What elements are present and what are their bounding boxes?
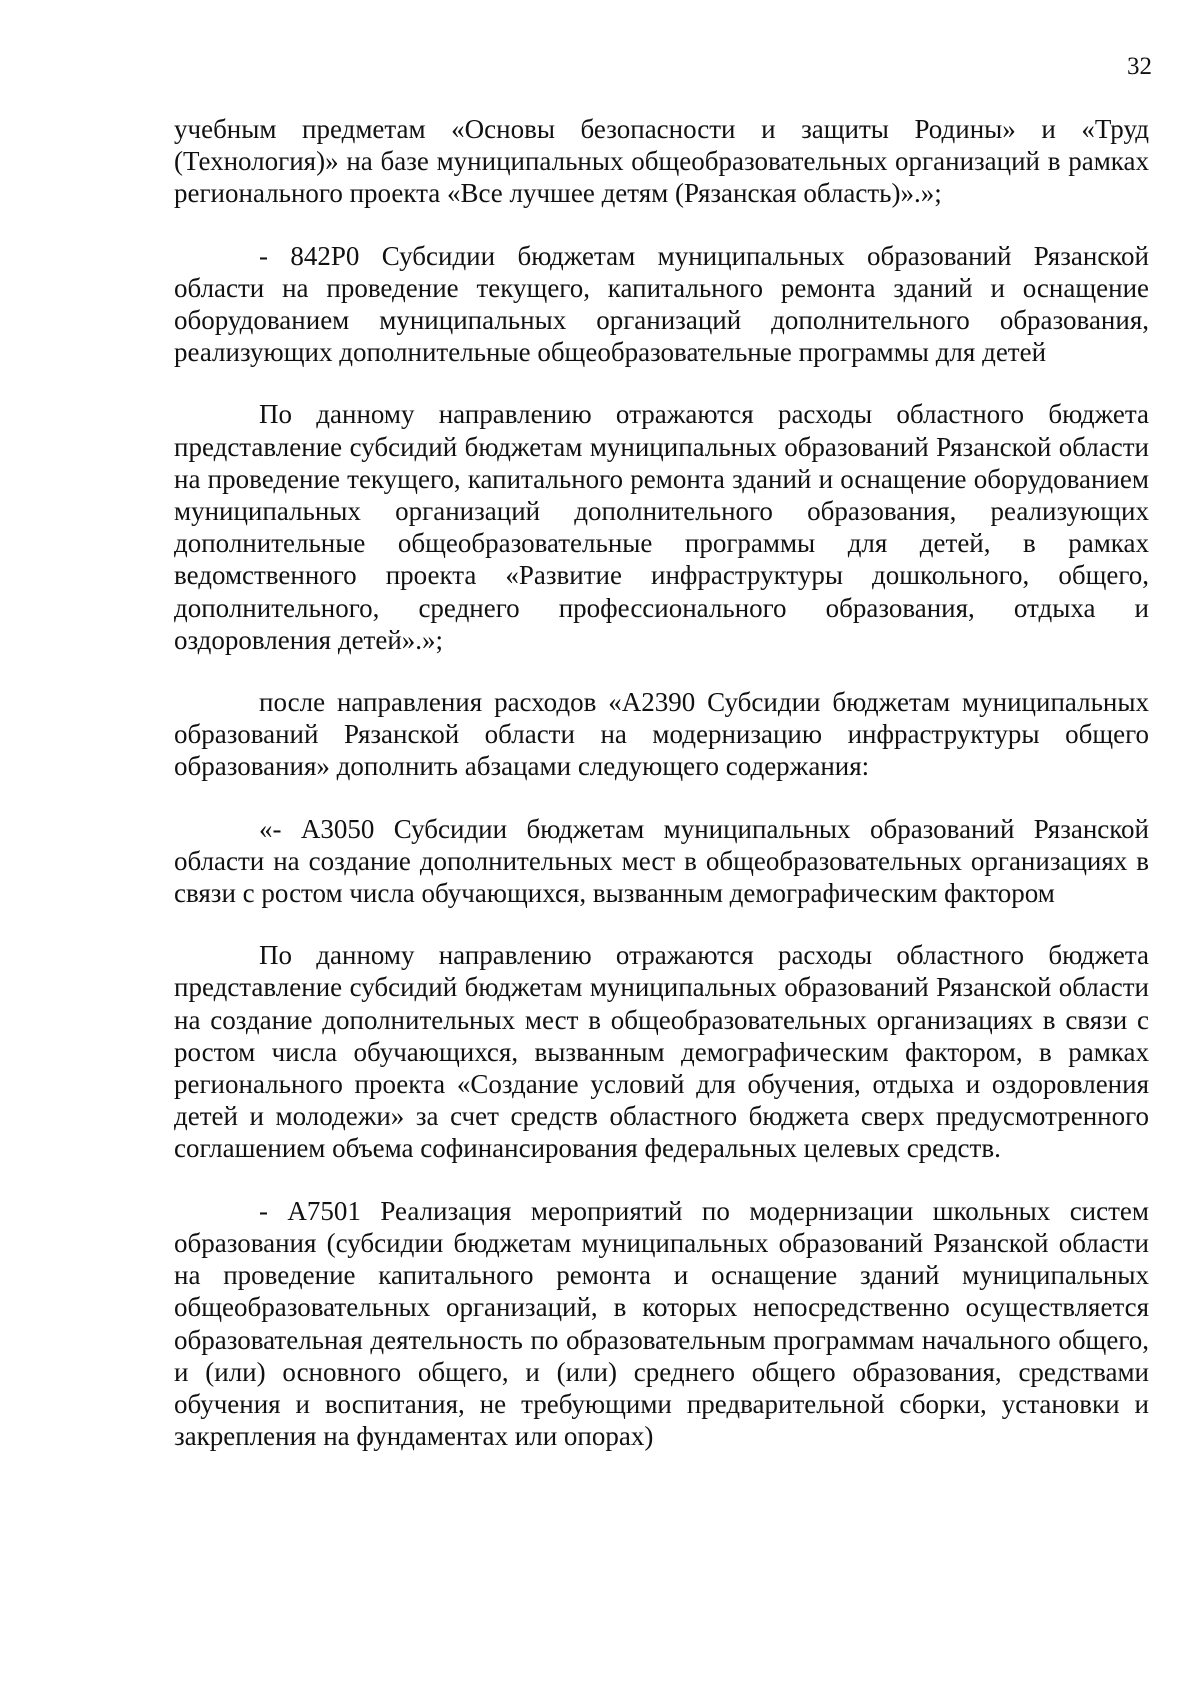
page-number: 32 xyxy=(1127,53,1152,80)
paragraph-amendment-intro: после направления расходов «А2390 Субсидии бюджетам муниципальных образований Рязанской области на модернизацию инфраструктуры общего образования» дополнить абзацами следующего содержания: xyxy=(174,687,1149,782)
paragraph-a3050-description: По данному направлению отражаются расходы областного бюджета представление субсидий бюджетам муниципальных образований Рязанской области на создание дополнительных мест в общеобразовательных организациях в связи с ростом числа обучающихся, вызванным демографическим фактором, в рамках регионального проекта «Создание условий для обучения, отдыха и оздоровления детей и молодежи» за счет средств областного бюджета сверх предусмотренного соглашением объема софинансирования федеральных целевых средств. xyxy=(174,940,1149,1164)
paragraph-a7501: - А7501 Реализация мероприятий по модернизации школьных систем образования (субсидии бюджетам муниципальных образований Рязанской области на проведение капитального ремонта и оснащение зданий муниципальных общеобразовательных организаций, в которых непосредственно осуществляется образовательная деятельность по образовательным программам начального общего, и (или) основного общего, и (или) среднего общего образования, средствами обучения и воспитания, не требующими предварительной сборки, установки и закрепления на фундаментах или опорах) xyxy=(174,1195,1149,1452)
paragraph-842r0: - 842Р0 Субсидии бюджетам муниципальных образований Рязанской области на проведение текущего, капитального ремонта зданий и оснащение оборудованием муниципальных организаций дополнительного образования, реализующих дополнительные общеобразовательные программы для детей xyxy=(174,240,1149,368)
paragraph-842r0-description: По данному направлению отражаются расходы областного бюджета представление субсидий бюджетам муниципальных образований Рязанской области на проведение текущего, капитального ремонта зданий и оснащение оборудованием муниципальных организаций дополнительного образования, реализующих дополнительные общеобразовательные программы для детей, в рамках ведомственного проекта «Развитие инфраструктуры дошкольного, общего, дополнительного, среднего профессионального образования, отдыха и оздоровления детей».»; xyxy=(174,399,1149,655)
paragraph-continuation: учебным предметам «Основы безопасности и защиты Родины» и «Труд (Технология)» на базе муниципальных общеобразовательных организаций в рамках регионального проекта «Все лучшее детям (Рязанская область)».»; xyxy=(174,114,1149,209)
paragraph-a3050: «- А3050 Субсидии бюджетам муниципальных образований Рязанской области на создание дополнительных мест в общеобразовательных организациях в связи с ростом числа обучающихся, вызванным демографическим фактором xyxy=(174,813,1149,909)
document-body xyxy=(174,113,1149,1452)
